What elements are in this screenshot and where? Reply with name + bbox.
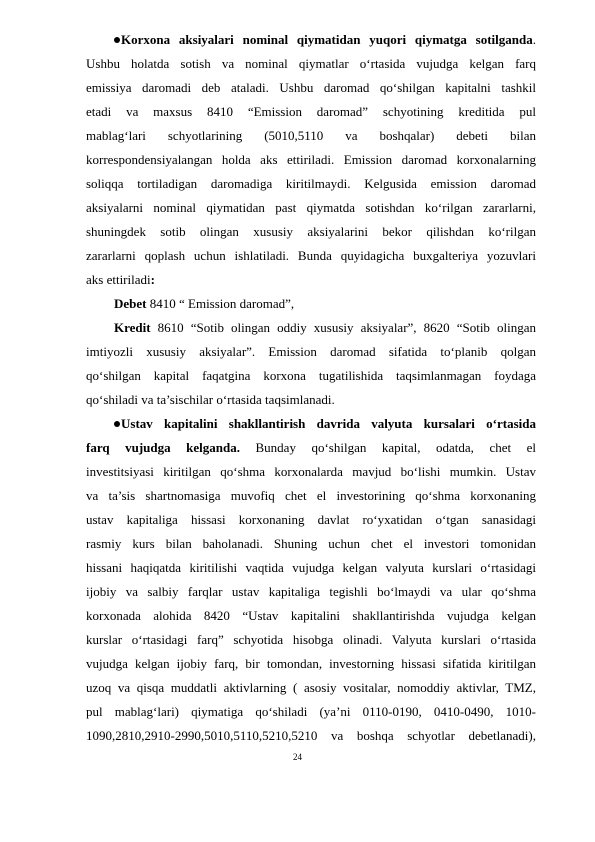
text-line: investitsiyasi kiritilgan qo‘shma korxonalarda mavjud bo‘lishi mumkin. Ustav	[86, 464, 536, 479]
text-line: qo‘shilgan kapital faqatgina korxona tugatilishida taqsimlanmagan foydaga	[86, 368, 536, 383]
text-line: etadi va maxsus 8410 “Emission daromad” schyotining kreditida pul	[86, 104, 536, 119]
text-line	[86, 270, 536, 290]
paragraph-heading-2: Ustav kapitalini shakllantirish davrida valyuta kursalari o‘rtasida	[121, 416, 536, 431]
bullet-icon	[114, 37, 120, 43]
text-line: 1090,2810,2910-2990,5010,5110,5210,5210 va boshqa schyotlar debetlanadi),	[86, 728, 536, 743]
text-line: zararlarni qoplash uchun ishlatiladi. Bunda quyidagicha buxgalteriya yozuvlari	[86, 248, 536, 263]
kredit-entry	[114, 318, 536, 338]
text-line	[86, 438, 536, 458]
text-line: ustav kapitaliga hissasi korxonaning davlat ro‘yxatidan o‘tgan sanasidagi	[86, 512, 536, 527]
text-line: ijobiy va salbiy farqlar ustav kapitaliga tegishli bo‘lmaydi va ular qo‘shma	[86, 584, 536, 599]
text-line: hissani haqiqatda kiritilishi vaqtida vujudga kelgan valyuta kurslari o‘rtasidagi	[86, 560, 536, 575]
kredit-text: 8610 “Sotib olingan oddiy xususiy aksiyalar”, 8620 “Sotib olingan	[150, 320, 536, 335]
text-line: shuningdek sotib olingan xususiy aksiyalarini bekor qilishdan ko‘rilgan	[86, 224, 536, 239]
text-line: qo‘shiladi va ta’sischilar o‘rtasida taqsimlanadi.	[86, 392, 335, 407]
text-line: emissiya daromadi deb ataladi. Ushbu daromad qo‘shilgan kapitalni tashkil	[86, 80, 536, 95]
debet-label: Debet	[114, 296, 147, 311]
colon: :	[150, 272, 155, 287]
kredit-label: Kredit	[114, 320, 151, 335]
text-line: korxonada alohida 8420 “Ustav kapitalini shakllantirishda vujudga kelgan	[86, 608, 536, 623]
text-line: imtiyozli xususiy aksiyalar”. Emission daromad sifatida to‘planib qolgan	[86, 344, 536, 359]
debet-entry	[114, 294, 536, 314]
text-line: soliqqa tortiladigan daromadiga kiritilmaydi. Kelgusida emission daromad	[86, 176, 536, 191]
text-line: rasmiy kurs bilan baholanadi. Shuning uchun chet el investori tomonidan	[86, 536, 536, 551]
text-line: kurslar o‘rtasidagi farq” schyotida hisobga olinadi. Valyuta kurslari o‘rtasida	[86, 632, 536, 647]
text-line: va ta’sis shartnomasiga muvofiq chet el investorining qo‘shma korxonaning	[86, 488, 536, 503]
text-line: korrespondensiyalangan holda aks ettiriladi. Emission daromad korxonalarning	[86, 152, 536, 167]
text-line: vujudga kelgan ijobiy farq, bir tomondan, investorning hissasi sifatida kiritilgan	[86, 656, 536, 671]
debet-text: 8410 “ Emission daromad”,	[146, 296, 295, 311]
bullet-icon	[114, 421, 120, 427]
paragraph-heading-1	[121, 30, 536, 50]
page-number: 24	[293, 752, 302, 762]
text-line: pul mablag‘lari) qiymatiga qo‘shiladi (ya’ni 0110-0190, 0410-0490, 1010-	[86, 704, 536, 719]
text-span: aks ettiriladi	[86, 272, 151, 287]
text-line: Ushbu holatda sotish va nominal qiymatlar o‘rtasida vujudga kelgan farq	[86, 56, 536, 71]
text-line: mablag‘lari schyotlarining (5010,5110 va boshqalar) debeti bilan	[86, 128, 536, 143]
text-span: Bunday qo‘shilgan kapital, odatda, chet el	[239, 440, 536, 455]
text-line: aksiyalarni nominal qiymatidan past qiymatda sotishdan ko‘rilgan zararlarni,	[86, 200, 536, 215]
heading-text: Korxona aksiyalari nominal qiymatidan yuqori qiymatga sotilganda	[121, 32, 533, 47]
heading-period: .	[532, 32, 536, 47]
heading-text: farq vujudga kelganda.	[86, 440, 240, 455]
text-line: uzoq va qisqa muddatli aktivlarning ( asosiy vositalar, nomoddiy aktivlar, TMZ,	[86, 680, 536, 695]
